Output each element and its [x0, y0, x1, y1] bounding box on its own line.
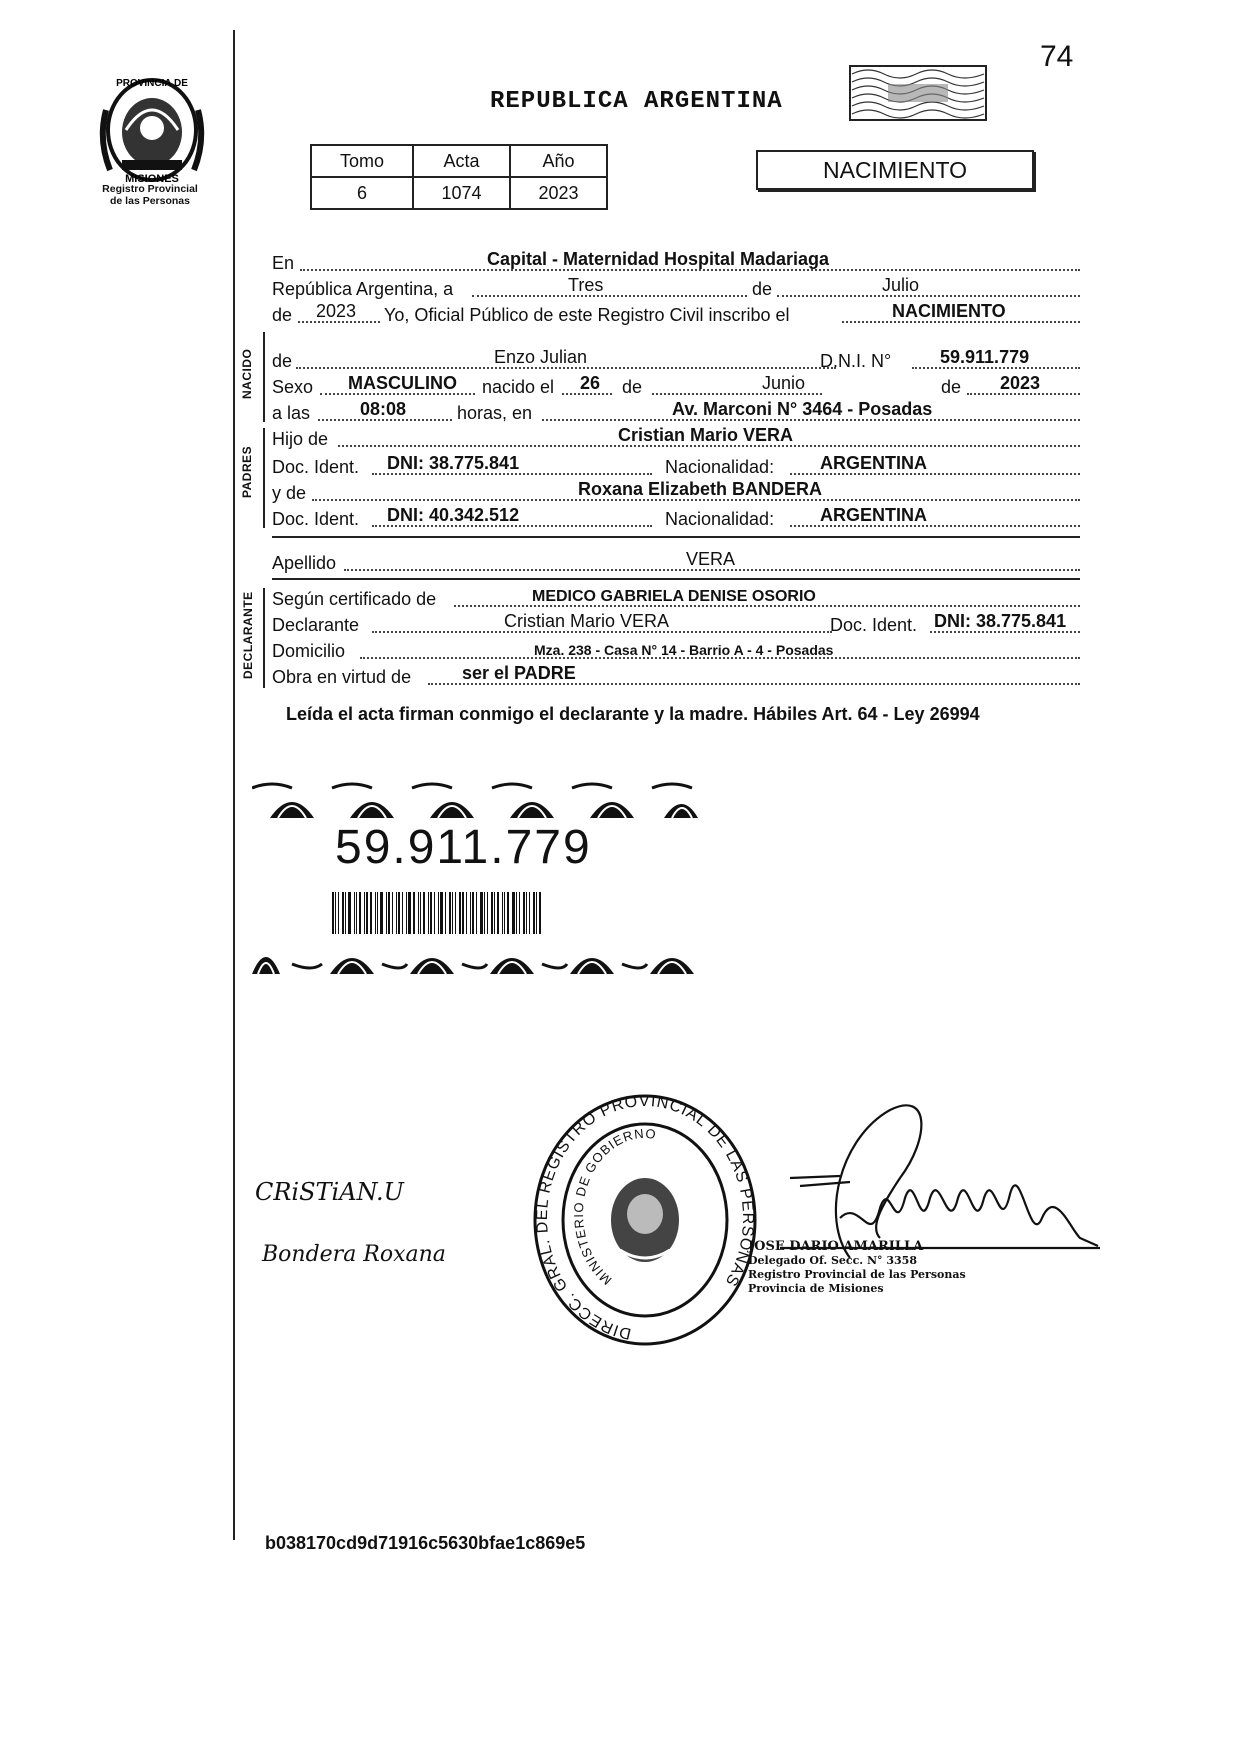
birth-place-value: Av. Marconi N° 3464 - Posadas: [672, 399, 933, 419]
en-label: En: [272, 253, 295, 273]
horas-label: horas, en: [457, 403, 533, 423]
birth-year-value: 2023: [1000, 373, 1041, 393]
security-stamp: [848, 64, 988, 122]
year-value: 2023: [316, 301, 357, 321]
domicilio-row: [272, 636, 1080, 662]
birth-month-value: Junio: [762, 373, 806, 393]
de-label: de: [622, 377, 643, 397]
declarante-row: [272, 610, 1080, 636]
declarante-label: Declarante: [272, 615, 360, 635]
table-header: Año: [510, 145, 607, 177]
svg-text:MISIONES: MISIONES: [125, 173, 179, 185]
declarante-signature: CRiSTiAN.U: [255, 1178, 404, 1206]
security-band-top: [252, 780, 700, 820]
svg-text:MINISTERIO DE GOBIERNO: MINISTERIO DE GOBIERNO: [570, 1125, 658, 1288]
document-title: REPUBLICA ARGENTINA: [490, 88, 783, 115]
act-type-box: NACIMIENTO: [756, 150, 1034, 190]
hijo-de-row: [272, 424, 1080, 450]
table-cell: 6: [311, 177, 413, 209]
father-name-value: Cristian Mario VERA: [618, 425, 794, 445]
certificado-value: MEDICO GABRIELA DENISE OSORIO: [532, 588, 816, 605]
en-value: Capital - Maternidad Hospital Madariaga: [487, 249, 830, 269]
nacionalidad-label: Nacionalidad:: [665, 509, 775, 529]
closing-text: Leída el acta firman conmigo el declarante y la madre. Hábiles Art. 64 - Ley 26994: [286, 704, 980, 724]
apellido-value: VERA: [686, 549, 736, 569]
nacionalidad-label: Nacionalidad:: [665, 457, 775, 477]
logo-caption: Registro Provincial de las Personas: [102, 183, 198, 207]
document-hash: b038170cd9d71916c5630bfae1c869e5: [265, 1533, 586, 1553]
page-number: 74: [1040, 40, 1074, 73]
month-value: Julio: [882, 275, 920, 295]
table-cell: 2023: [510, 177, 607, 209]
official-registry: Registro Provincial de las Personas: [748, 1268, 966, 1281]
apellido-row: [272, 548, 1080, 574]
certificado-label: Según certificado de: [272, 589, 437, 609]
svg-text:DIRECC. GRAL. DEL REGISTRO PRO: DIRECC. GRAL. DEL REGISTRO PROVINCIAL DE LAS PERSONAS: [533, 1092, 757, 1342]
table-header: Acta: [413, 145, 510, 177]
official-name: JOSE DARIO AMARILLA: [748, 1239, 924, 1254]
en-row: [272, 248, 1080, 274]
domicilio-label: Domicilio: [272, 641, 346, 661]
hora-row: [272, 398, 1080, 424]
mother-name-value: Roxana Elizabeth BANDERA: [578, 479, 823, 499]
nacido-el-label: nacido el: [482, 377, 555, 397]
birth-day-value: 26: [580, 373, 601, 393]
mother-doc-row: [272, 504, 1080, 530]
dni-stamp-number: 59.911.779: [335, 821, 592, 874]
barcode: [328, 890, 584, 936]
official-seal: [530, 1090, 760, 1350]
official-block: [748, 1240, 966, 1296]
doc-ident-label: Doc. Ident.: [830, 615, 918, 635]
father-doc-value: DNI: 38.775.841: [387, 453, 520, 473]
registro-provincial-logo: [92, 70, 212, 188]
padres-section-label: PADRES: [240, 445, 254, 498]
y-de-label: y de: [272, 483, 307, 503]
child-dni-value: 59.911.779: [940, 347, 1030, 367]
a-las-label: a las: [272, 403, 311, 423]
security-band-bottom: [252, 936, 700, 976]
republica-label: República Argentina, a: [272, 279, 454, 299]
y-de-row: [272, 478, 1080, 504]
svg-text:PROVINCIA DE: PROVINCIA DE: [116, 78, 188, 89]
republica-row: [272, 274, 1080, 300]
obra-row: [272, 662, 1080, 688]
official-title: Delegado Of. Secc. N° 3358: [748, 1254, 917, 1267]
father-doc-row: [272, 452, 1080, 478]
father-nationality-value: ARGENTINA: [820, 453, 927, 473]
de-label: de: [941, 377, 962, 397]
domicilio-value: Mza. 238 - Casa N° 14 - Barrio A - 4 - Posadas: [534, 642, 834, 658]
child-name-value: Enzo Julian: [494, 347, 588, 367]
inscribe-value: NACIMIENTO: [892, 301, 1006, 321]
tomo-acta-table: [310, 144, 608, 210]
mother-signature: Bondera Roxana: [262, 1242, 446, 1267]
sexo-row: [272, 372, 1080, 398]
certificado-row: [272, 584, 1080, 610]
margin-line: [233, 30, 235, 1540]
table-header: Tomo: [311, 145, 413, 177]
sexo-label: Sexo: [272, 377, 314, 397]
doc-ident-label: Doc. Ident.: [272, 457, 360, 477]
day-value: Tres: [568, 275, 604, 295]
declarante-doc-value: DNI: 38.775.841: [934, 611, 1067, 631]
nacido-section-label: NACIDO: [240, 348, 254, 399]
declarante-section-label: DECLARANTE: [241, 591, 255, 679]
oficial-row: [272, 300, 1080, 326]
year-prefix: de: [272, 305, 293, 325]
doc-ident-label: Doc. Ident.: [272, 509, 360, 529]
table-cell: 1074: [413, 177, 510, 209]
oficial-text: Yo, Oficial Público de este Registro Civil inscribo el: [384, 305, 790, 325]
official-province: Provincia de Misiones: [748, 1282, 884, 1295]
dni-label: D.N.I. N°: [820, 351, 892, 371]
table-header-row: [311, 145, 607, 177]
hijo-de-label: Hijo de: [272, 429, 329, 449]
apellido-label: Apellido: [272, 553, 337, 573]
table-row: [311, 177, 607, 209]
de-label: de: [752, 279, 773, 299]
declarante-value: Cristian Mario VERA: [504, 611, 670, 631]
de-label: de: [272, 351, 293, 371]
obra-value: ser el PADRE: [462, 663, 576, 683]
mother-nationality-value: ARGENTINA: [820, 505, 927, 525]
mother-doc-value: DNI: 40.342.512: [387, 505, 520, 525]
hour-value: 08:08: [360, 399, 407, 419]
obra-label: Obra en virtud de: [272, 667, 412, 687]
sexo-value: MASCULINO: [348, 373, 457, 393]
nacido-name-row: [272, 346, 1080, 372]
